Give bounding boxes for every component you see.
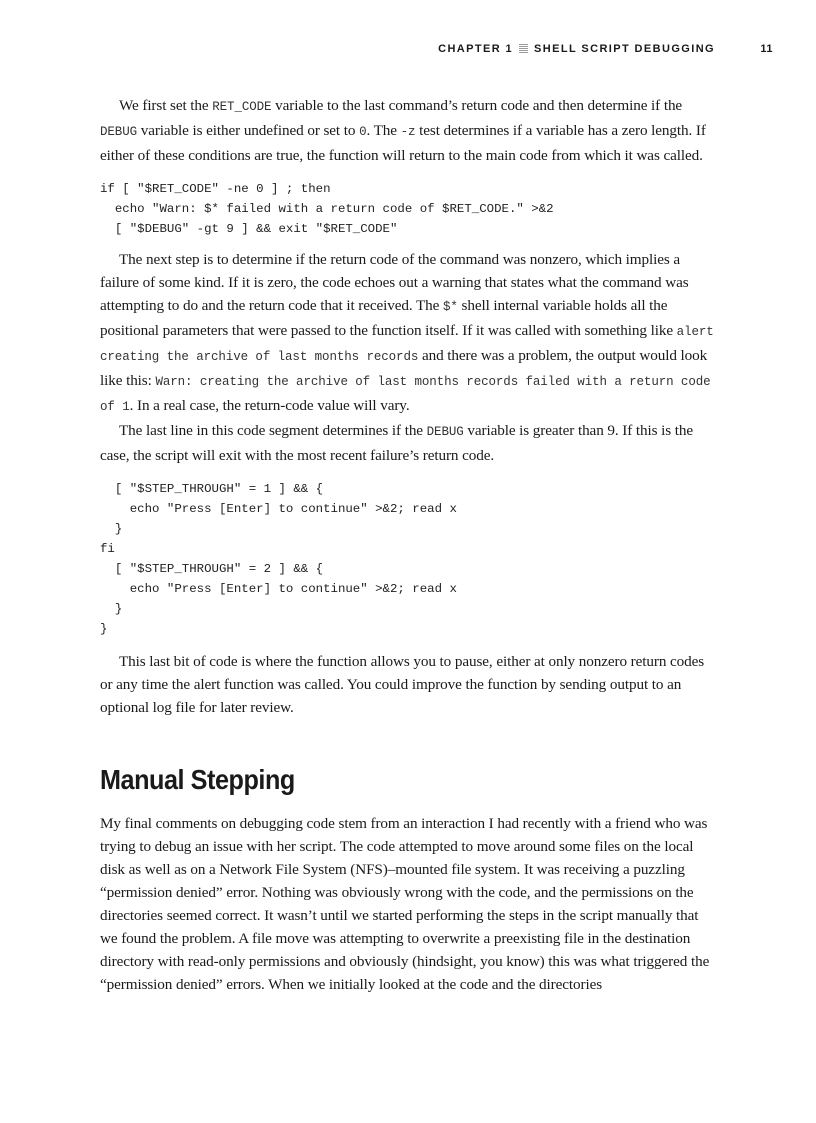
text-run: variable is greater than 9. If this is the case, the script will exit with the most recent failure’s return code. xyxy=(100,422,694,464)
inline-code: 0 xyxy=(359,125,367,139)
header-separator-icon xyxy=(519,44,528,53)
text-run: test determines if a variable has a zero length. If either of these conditions are true, the function will return to the main code from which it was called. xyxy=(100,122,706,164)
paragraph-1 xyxy=(100,94,714,167)
text-run: shell internal variable holds all the positional parameters that were passed to the function itself. If it was called with something like xyxy=(100,297,677,339)
page-number: 11 xyxy=(760,43,773,55)
section-heading: Manual Stepping xyxy=(100,764,295,795)
paragraph-5: My final comments on debugging code stem from an interaction I had recently with a friend who was trying to debug an issue with her script. The code attempted to move around some files on the local disk as well as on a Network File System (NFS)–mounted file system. It was receiving a puzzling “permission denied” error. Nothing was obviously wrong with the code, and the permissions on the directories seemed correct. It wasn’t until we started performing the steps in the script manually that we found the problem. A file move was attempting to overwrite a preexisting file in the destination directory with read-only permissions and obviously (hindsight, you know) this was what triggered the “permission denied” errors. When we initially looked at the code and the directories xyxy=(100,815,710,993)
text-run: and there was a problem, the output would look like this: xyxy=(100,347,708,389)
text-run: . The xyxy=(366,122,401,139)
paragraph-3 xyxy=(100,419,714,467)
inline-code: DEBUG xyxy=(100,125,138,139)
inline-code: RET_CODE xyxy=(212,100,272,114)
inline-code: -z xyxy=(400,125,416,139)
paragraph-4: This last bit of code is where the function allows you to pause, either at only nonzero return codes or any time the alert function was called. You could improve the function by sending output to an optional log file for later review. xyxy=(100,653,705,716)
text-run: We first set the xyxy=(119,97,213,114)
section-title: SHELL SCRIPT DEBUGGING xyxy=(534,43,715,55)
running-header xyxy=(100,41,773,59)
inline-code: DEBUG xyxy=(426,425,464,439)
chapter-label: CHAPTER 1 xyxy=(438,43,514,55)
text-run: variable to the last command’s return code and then determine if the xyxy=(271,97,683,114)
inline-code: alert creating the archive of last months records xyxy=(100,325,714,364)
code-block-1: if [ "$RET_CODE" -ne 0 ] ; then echo "Warn: $* failed with a return code of $RET_CODE." >&2 [ "$DEBUG" -gt 9 ] && exit "$RET_CODE" xyxy=(100,182,554,236)
paragraph-2 xyxy=(100,248,714,419)
code-block-2: [ "$STEP_THROUGH" = 1 ] && { echo "Press [Enter] to continue" >&2; read x } fi [ "$STEP_THROUGH" = 2 ] && { echo "Press [Enter] to continue" >&2; read x } } xyxy=(100,482,457,636)
text-run: The last line in this code segment determines if the xyxy=(119,422,427,439)
text-run: . In a real case, the return-code value will vary. xyxy=(129,397,410,414)
text-run: The next step is to determine if the return code of the command was nonzero, which implies a failure of some kind. If it is zero, the code echoes out a warning that states what the command was attempting to do and the return code that it received. The xyxy=(100,251,689,314)
inline-code: Warn: creating the archive of last months records failed with a return code of 1 xyxy=(100,375,711,414)
page-body xyxy=(100,94,714,996)
running-title xyxy=(438,43,715,55)
inline-code: $* xyxy=(443,300,458,314)
text-run: variable is either undefined or set to xyxy=(137,122,360,139)
